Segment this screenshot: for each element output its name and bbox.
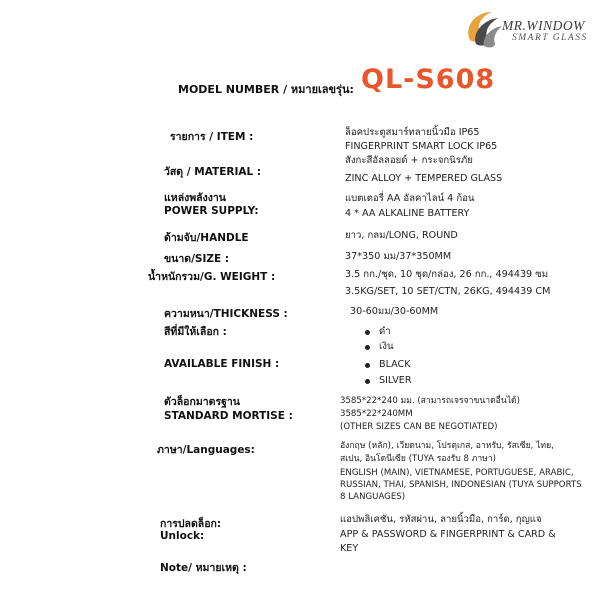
brand-logo	[462, 6, 598, 52]
unlock-value-en2: KEY	[340, 543, 359, 554]
item-value-th: ล็อคประตูสมาร์ทลายนิ้วมือ IP65	[345, 127, 480, 138]
unlock-value-th: แอปพลิเคชัน, รหัสผ่าน, ลายนิ้วมือ, การ์ด, กุญแจ	[340, 514, 542, 525]
colors-options-th	[365, 325, 394, 354]
languages-value-th1: อังกฤษ (หลัก), เวียดนาม, โปรตุเกส, อาหรับ, รัสเซีย, ไทย,	[340, 441, 554, 451]
languages-value-th2: สเปน, อินโดนีเซีย (TUYA รองรับ 8 ภาษา)	[340, 454, 497, 464]
languages-value-en3: 8 LANGUAGES)	[340, 492, 406, 502]
mortise-value-th: 3585*22*240 มม. (สามารถเจรจาขนาดอื่นได้)	[340, 396, 520, 406]
power-value-en: 4 * AA ALKALINE BATTERY	[345, 208, 470, 219]
note-label: Note/ หมายเหตุ :	[160, 562, 247, 574]
color-option-th: ดำ	[365, 325, 394, 339]
bullet-icon	[365, 330, 370, 335]
mortise-value-note: (OTHER SIZES CAN BE NEGOTIATED)	[340, 422, 498, 432]
unlock-value-en1: APP & PASSWORD & FINGERPRINT & CARD &	[340, 529, 556, 540]
power-value-th: แบตเตอรี่ AA อัลคาไลน์ 4 ก้อน	[345, 193, 475, 204]
size-value: 37*350 มม/37*350MM	[345, 251, 452, 262]
material-label: วัสดุ / MATERIAL :	[164, 166, 262, 178]
languages-label: ภาษา/Languages:	[157, 444, 255, 456]
thickness-value: 30-60มม/30-60MM	[350, 306, 439, 317]
handle-label: ด้ามจับ/HANDLE	[164, 232, 249, 244]
colors-label-th: สีที่มีให้เลือก :	[164, 326, 227, 338]
unlock-label-th: การปลดล็อก:	[160, 518, 222, 530]
model-number-label: MODEL NUMBER / หมายเลขรุ่น:	[178, 83, 354, 96]
mortise-label-en: STANDARD MORTISE :	[164, 410, 293, 422]
bullet-icon	[365, 345, 370, 350]
logo-tagline: SMART GLASS	[512, 33, 588, 43]
colors-label-en: AVAILABLE FINISH :	[164, 358, 280, 370]
power-label-en: POWER SUPPLY:	[164, 205, 259, 217]
color-option-en: BLACK	[365, 358, 412, 372]
power-label-th: แหล่งพลังงาน	[164, 192, 226, 204]
size-label: ขนาด/SIZE :	[164, 253, 230, 265]
item-value-en: FINGERPRINT SMART LOCK IP65	[345, 141, 498, 152]
weight-value-en: 3.5KG/SET, 10 SET/CTN, 26KG, 494439 CM	[345, 286, 551, 297]
handle-value: ยาว, กลม/LONG, ROUND	[345, 230, 458, 241]
model-number-value: QL-S608	[361, 64, 496, 95]
material-value-en: ZINC ALLOY + TEMPERED GLASS	[345, 173, 503, 184]
mortise-value-en: 3585*22*240MM	[340, 409, 413, 419]
thickness-label: ความหนา/THICKNESS :	[164, 308, 288, 320]
color-option-th: เงิน	[365, 340, 394, 354]
mortise-label-th: ตัวล็อกมาตรฐาน	[164, 396, 240, 408]
item-label: รายการ / ITEM :	[170, 131, 254, 143]
weight-value-th: 3.5 กก./ชุด, 10 ชุด/กล่อง, 26 กก., 494439 ซม	[345, 269, 549, 280]
bullet-icon	[365, 379, 370, 384]
colors-options-en	[365, 358, 412, 388]
languages-value-en1: ENGLISH (MAIN), VIETNAMESE, PORTUGUESE, ARABIC,	[340, 468, 574, 478]
bullet-icon	[365, 363, 370, 368]
logo-brand-name: MR.WINDOW	[502, 18, 585, 33]
unlock-label-en: Unlock:	[160, 530, 205, 542]
color-option-en: SILVER	[365, 374, 412, 388]
material-value-th: สังกะสีอัลลอยด์ + กระจกนิรภัย	[345, 155, 473, 166]
weight-label: น้ำหนักรวม/G. WEIGHT :	[148, 271, 276, 283]
languages-value-en2: RUSSIAN, THAI, SPANISH, INDONESIAN (TUYA SUPPORTS	[340, 480, 582, 490]
